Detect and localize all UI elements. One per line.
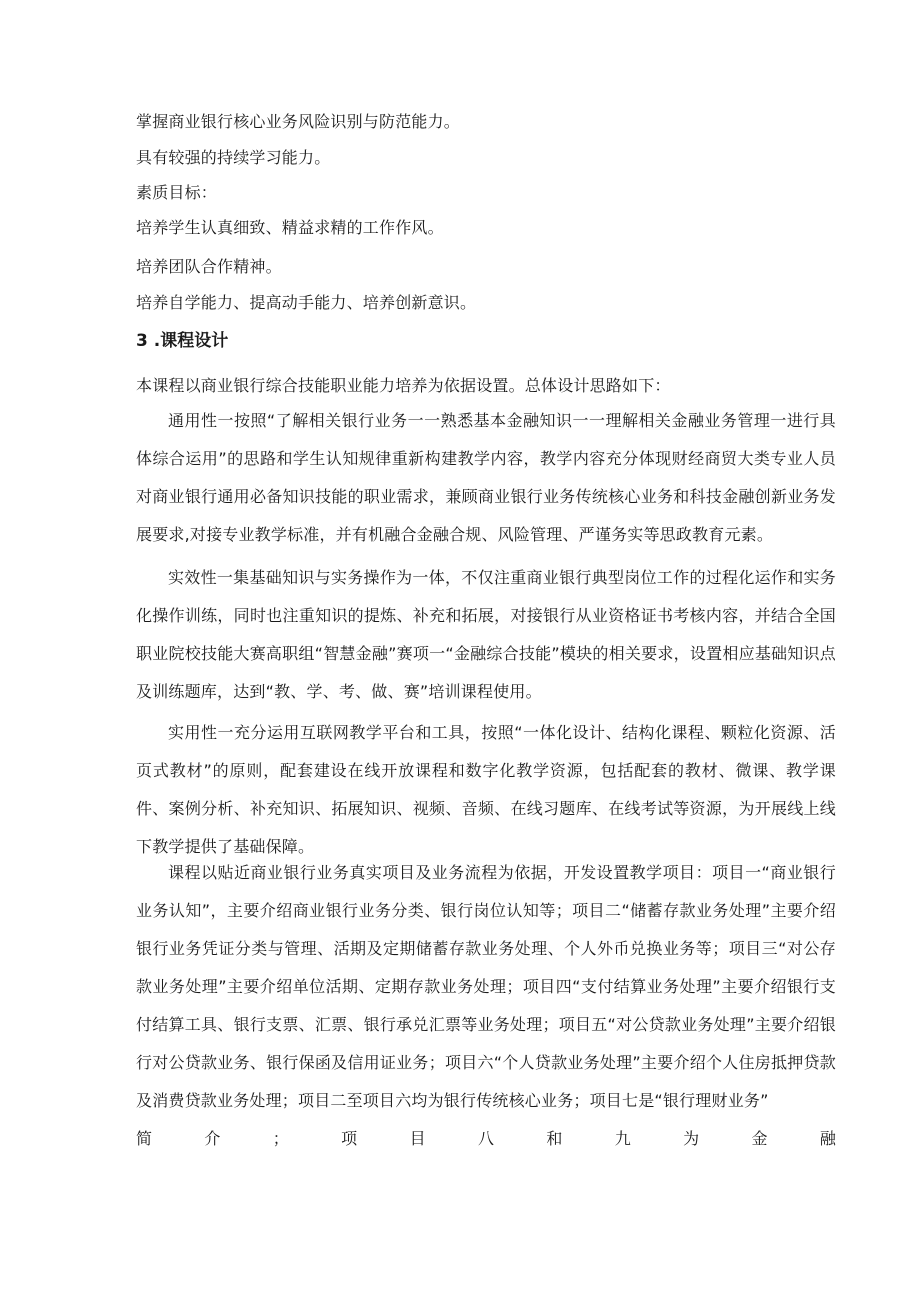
- last-line-char: 九: [614, 1129, 631, 1148]
- paragraph-practicality: 实用性一充分运用互联网教学平台和工具，按照“一体化设计、结构化课程、颗粒化资源、活页式教材”的原则，配套建设在线开放课程和数字化教学资源，包括配套的教材、微课、教学课件、案例分析、补充知识、拓展知识、视频、音频、在线习题库、在线考试等资源，为开展线上线下教学提供了基础保障。: [136, 723, 836, 856]
- paragraph-intro: 本课程以商业银行综合技能职业能力培养为依据设置。总体设计思路如下：: [136, 376, 671, 395]
- paragraph-effectiveness: 实效性一集基础知识与实务操作为一体，不仅注重商业银行典型岗位工作的过程化运作和实务化操作训练，同时也注重知识的提炼、补充和拓展，对接银行从业资格证书考核内容，并结合全国职业院校技能大赛高职组“智慧金融”赛项一“金融综合技能”模块的相关要求，设置相应基础知识点及训练题库，达到“教、学、考、做、赛”培训课程使用。: [136, 568, 836, 701]
- quality-goals-title: 素质目标：: [136, 183, 218, 202]
- paragraph-course-projects: 课程以贴近商业银行业务真实项目及业务流程为依据，开发设置教学项目：项目一“商业银行业务认知”，主要介绍商业银行业务分类、银行岗位认知等；项目二“储蓄存款业务处理”主要介绍银行业务凭证分类与管理、活期及定期储蓄存款业务处理、个人外币兑换业务等；项目三“对公存款业务处理”主要介绍单位活期、定期存款业务处理；项目四“支付结算业务处理”主要介绍银行支付结算工具、银行支票、汇票、银行承兑汇票等业务处理；项目五“对公贷款业务处理”主要介绍银行对公贷款业务、银行保函及信用证业务；项目六“个人贷款业务处理”主要介绍个人住房抵押贷款及消费贷款业务处理；项目二至项目六均为银行传统核心业务；项目七是“银行理财业务”: [136, 863, 836, 1110]
- last-line-char: 融: [819, 1129, 836, 1148]
- ability-goal-learning: 具有较强的持续学习能力。: [136, 148, 331, 167]
- last-line-char: ；: [272, 1129, 289, 1148]
- paragraph-generality: 通用性一按照“了解相关银行业务一一熟悉基本金融知识一一理解相关金融业务管理一进行具体综合运用”的思路和学生认知规律重新构建教学内容，教学内容充分体现财经商贸大类专业人员对商业银行通用必备知识技能的职业需求，兼顾商业银行业务传统核心业务和科技金融创新业务发展要求,对接专业教学标准，并有机融合金融合规、风险管理、严谨务实等思政教育元素。: [136, 411, 836, 544]
- last-line-char: 介: [204, 1129, 221, 1148]
- justified-last-line: [136, 1128, 836, 1150]
- quality-goal-innovation: 培养自学能力、提高动手能力、培养创新意识。: [136, 293, 477, 312]
- last-line-char: 八: [477, 1129, 494, 1148]
- last-line-char: 简: [136, 1129, 153, 1148]
- section-heading: 3 .课程设计: [136, 331, 229, 351]
- last-line-char: 目: [409, 1129, 426, 1148]
- last-line-char: 金: [751, 1129, 768, 1148]
- quality-goal-teamwork: 培养团队合作精神。: [136, 257, 282, 276]
- last-line-char: 项: [341, 1129, 358, 1148]
- last-line-char: 和: [546, 1129, 563, 1148]
- ability-goal-risk: 掌握商业银行核心业务风险识别与防范能力。: [136, 112, 461, 131]
- last-line-char: 为: [683, 1129, 700, 1148]
- quality-goal-work-style: 培养学生认真细致、精益求精的工作作风。: [136, 218, 444, 237]
